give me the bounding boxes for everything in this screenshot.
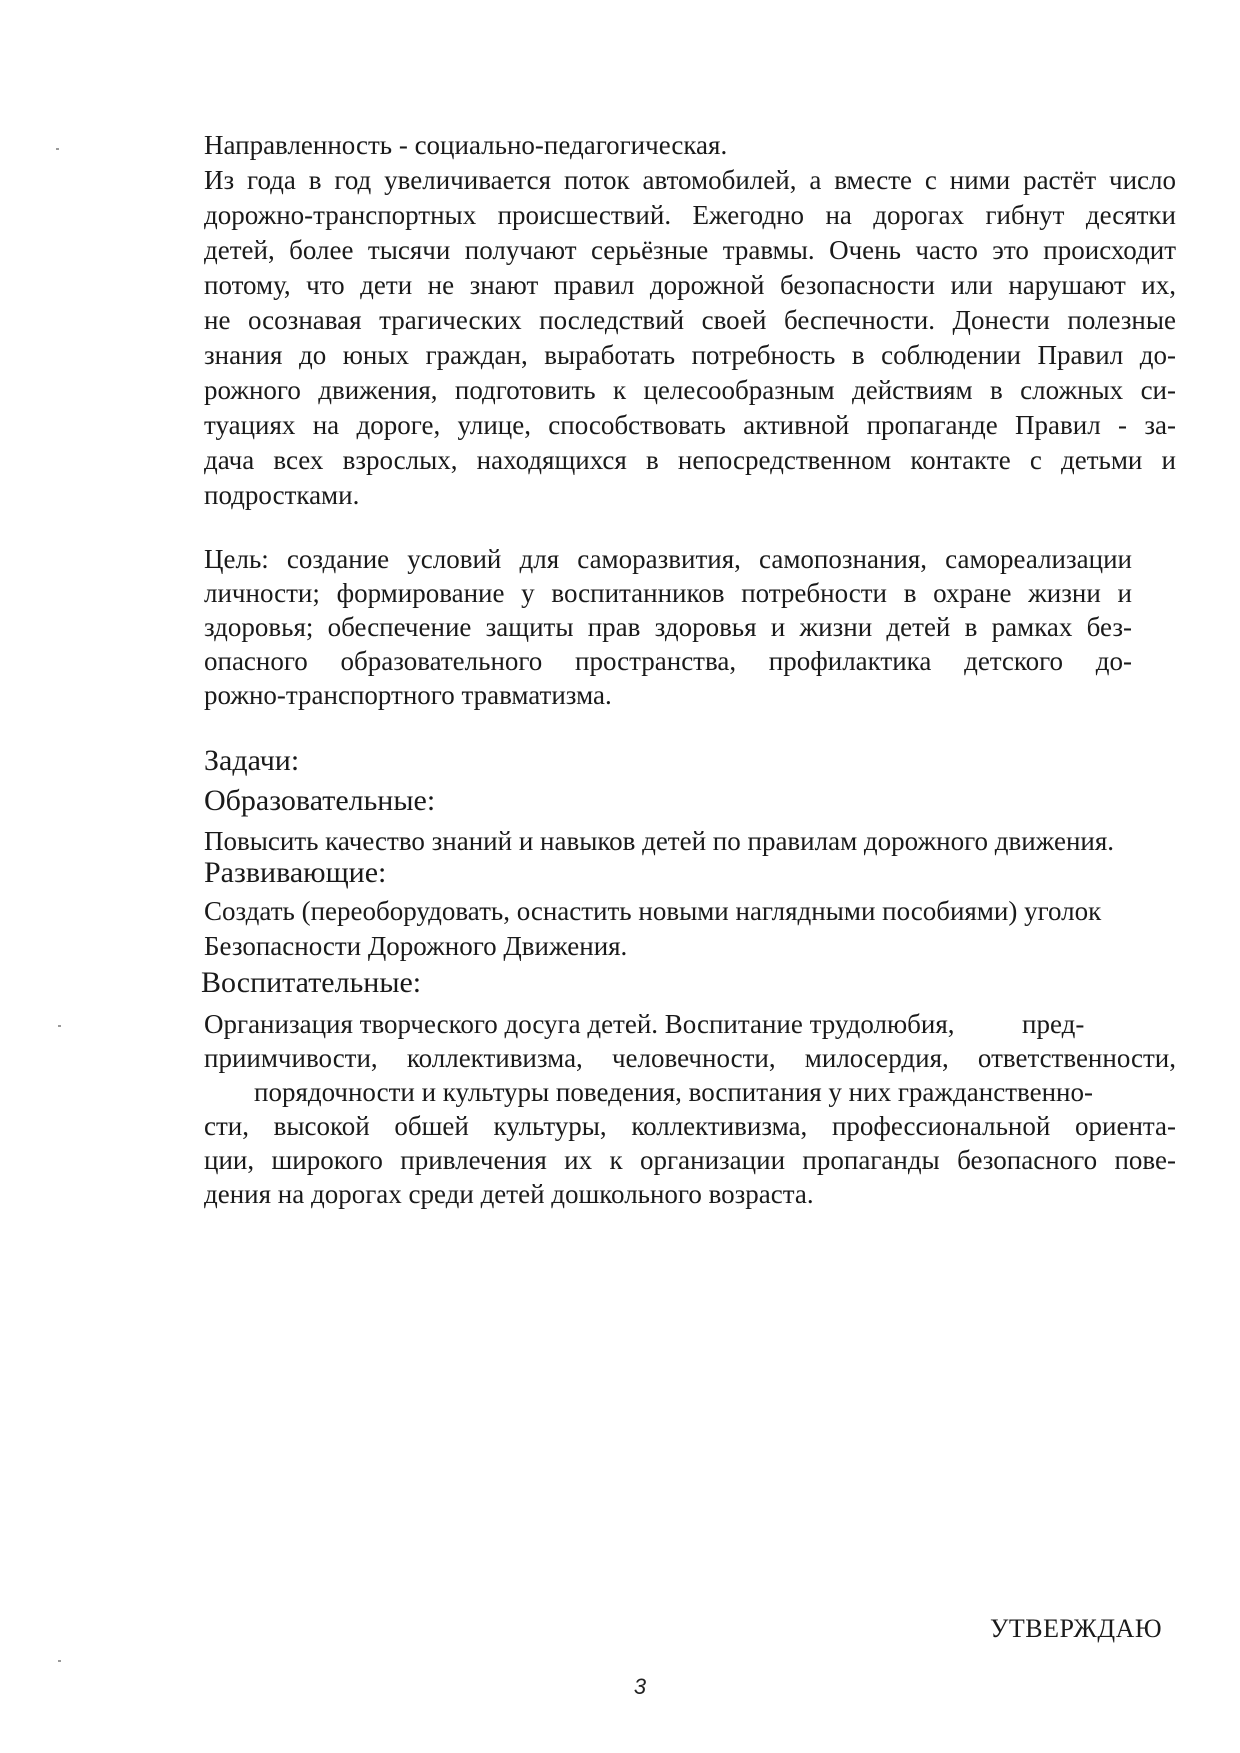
intro-line: не осознавая трагических последствий своей беспечности. Донести полезные bbox=[204, 305, 1176, 335]
goal-line: здоровья; обеспечение защиты прав здоровья и жизни детей в рамках без- bbox=[204, 612, 1132, 642]
scan-speck bbox=[58, 1025, 61, 1027]
educational-heading: Образовательные: bbox=[204, 784, 436, 817]
intro-line: подростками. bbox=[204, 480, 360, 510]
upbringing-line: Организация творческого досуга детей. Воспитание трудолюбия, пред- bbox=[204, 1009, 1085, 1039]
developmental-line: Безопасности Дорожного Движения. bbox=[204, 931, 628, 961]
goal-line: Цель: создание условий для саморазвития, самопознания, самореализации bbox=[204, 544, 1132, 574]
upbringing-line: приимчивости, коллективизма, человечности, милосердия, ответственности, bbox=[204, 1043, 1176, 1073]
intro-line: рожного движения, подготовить к целесообразным действиям в сложных си- bbox=[204, 375, 1176, 405]
scan-speck bbox=[58, 1660, 61, 1662]
upbringing-heading: Воспитательные: bbox=[201, 966, 422, 999]
intro-line: знания до юных граждан, выработать потребность в соблюдении Правил до- bbox=[204, 340, 1176, 370]
approve-label: УТВЕРЖДАЮ bbox=[990, 1614, 1163, 1643]
upbringing-line: ции, широкого привлечения их к организации пропаганды безопасного пове- bbox=[204, 1145, 1176, 1175]
page-number: 3 bbox=[633, 1674, 647, 1699]
goal-line: личности; формирование у воспитанников потребности в охране жизни и bbox=[204, 578, 1132, 608]
orientation-line: Направленность - социально-педагогическая. bbox=[204, 130, 728, 160]
upbringing-line: порядочности и культуры поведения, воспитания у них гражданственно- bbox=[254, 1077, 1093, 1107]
goal-line: рожно-транспортного травматизма. bbox=[204, 680, 612, 710]
upbringing-line: сти, высокой обшей культуры, коллективизма, профессиональной ориента- bbox=[204, 1111, 1176, 1141]
intro-line: туациях на дороге, улице, способствовать активной пропаганде Правил - за- bbox=[204, 410, 1176, 440]
intro-line: потому, что дети не знают правил дорожной безопасности или нарушают их, bbox=[204, 270, 1176, 300]
scan-speck bbox=[56, 148, 59, 150]
developmental-line: Создать (переоборудовать, оснастить новыми наглядными пособиями) уголок bbox=[204, 896, 1102, 926]
goal-line: опасного образовательного пространства, профилактика детского до- bbox=[204, 646, 1132, 676]
intro-line: дорожно-транспортных происшествий. Ежегодно на дорогах гибнут десятки bbox=[204, 200, 1176, 230]
developmental-heading: Развивающие: bbox=[204, 856, 387, 889]
intro-line: дача всех взрослых, находящихся в непосредственном контакте с детьми и bbox=[204, 445, 1176, 475]
intro-line: детей, более тысячи получают серьёзные травмы. Очень часто это происходит bbox=[204, 235, 1176, 265]
intro-line: Из года в год увеличивается поток автомобилей, а вместе с ними растёт число bbox=[204, 165, 1176, 195]
upbringing-line: дения на дорогах среди детей дошкольного возраста. bbox=[204, 1179, 814, 1209]
educational-line: Повысить качество знаний и навыков детей по правилам дорожного движения. bbox=[204, 826, 1115, 856]
tasks-heading: Задачи: bbox=[204, 744, 300, 777]
